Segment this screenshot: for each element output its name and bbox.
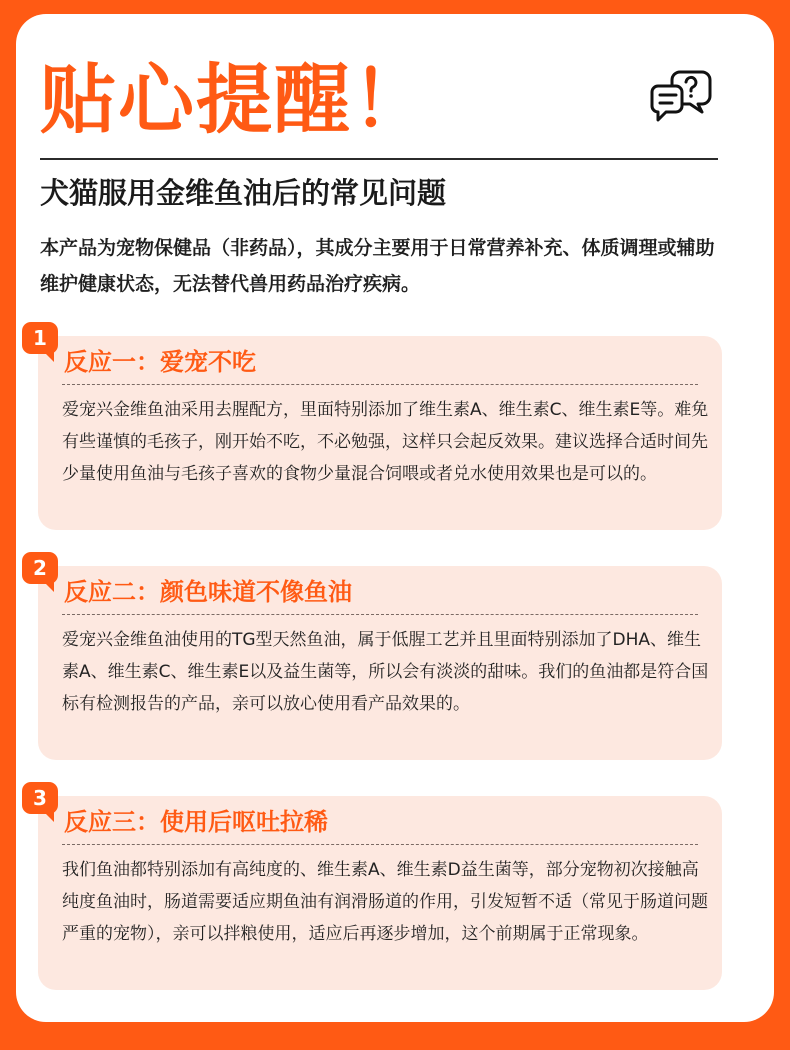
section-number-badge: 2 [22, 552, 58, 584]
dashed-divider [62, 384, 698, 385]
reaction-title: 反应一：爱宠不吃 [64, 348, 256, 376]
reaction-panel-3 [33, 786, 722, 990]
page-subtitle: 犬猫服用金维鱼油后的常见问题 [40, 176, 447, 210]
reaction-body: 爱宠兴金维鱼油采用去腥配方，里面特别添加了维生素A、维生素C、维生素E等。难免有些谨慎的毛孩子，刚开始不吃，不必勉强，这样只会起反效果。建议选择合适时间先少量使用鱼油与毛孩子喜欢的食物少量混合饲喂或者兑水使用效果也是可以的。 [62, 400, 709, 484]
dashed-divider [62, 844, 698, 845]
reaction-panel-2 [33, 556, 722, 760]
intro-text: 本产品为宠物保健品（非药品），其成分主要用于日常营养补充、体质调理或辅助维护健康状态，无法替代兽用药品治疗疾病。 [40, 237, 715, 295]
reaction-title: 反应三：使用后呕吐拉稀 [64, 808, 328, 836]
dashed-divider [62, 614, 698, 615]
reaction-body: 爱宠兴金维鱼油使用的TG型天然鱼油，属于低腥工艺并且里面特别添加了DHA、维生素A、维生素C、维生素E以及益生菌等，所以会有淡淡的甜味。我们的鱼油都是符合国标有检测报告的产品，亲可以放心使用看产品效果的。 [62, 630, 709, 714]
header-divider [40, 158, 718, 160]
reaction-body: 我们鱼油都特别添加有高纯度的、维生素A、维生素D益生菌等，部分宠物初次接触高纯度鱼油时，肠道需要适应期鱼油有润滑肠道的作用，引发短暂不适（常见于肠道问题严重的宠物），亲可以拌粮使用，适应后再逐步增加，这个前期属于正常现象。 [62, 860, 708, 944]
reaction-title: 反应二：颜色味道不像鱼油 [64, 578, 352, 606]
chat-question-icon [650, 66, 714, 130]
section-number-badge: 3 [22, 782, 58, 814]
reaction-panel-1 [33, 326, 722, 530]
section-number-badge: 1 [22, 322, 58, 354]
page-title: 贴心提醒！ [40, 55, 430, 144]
